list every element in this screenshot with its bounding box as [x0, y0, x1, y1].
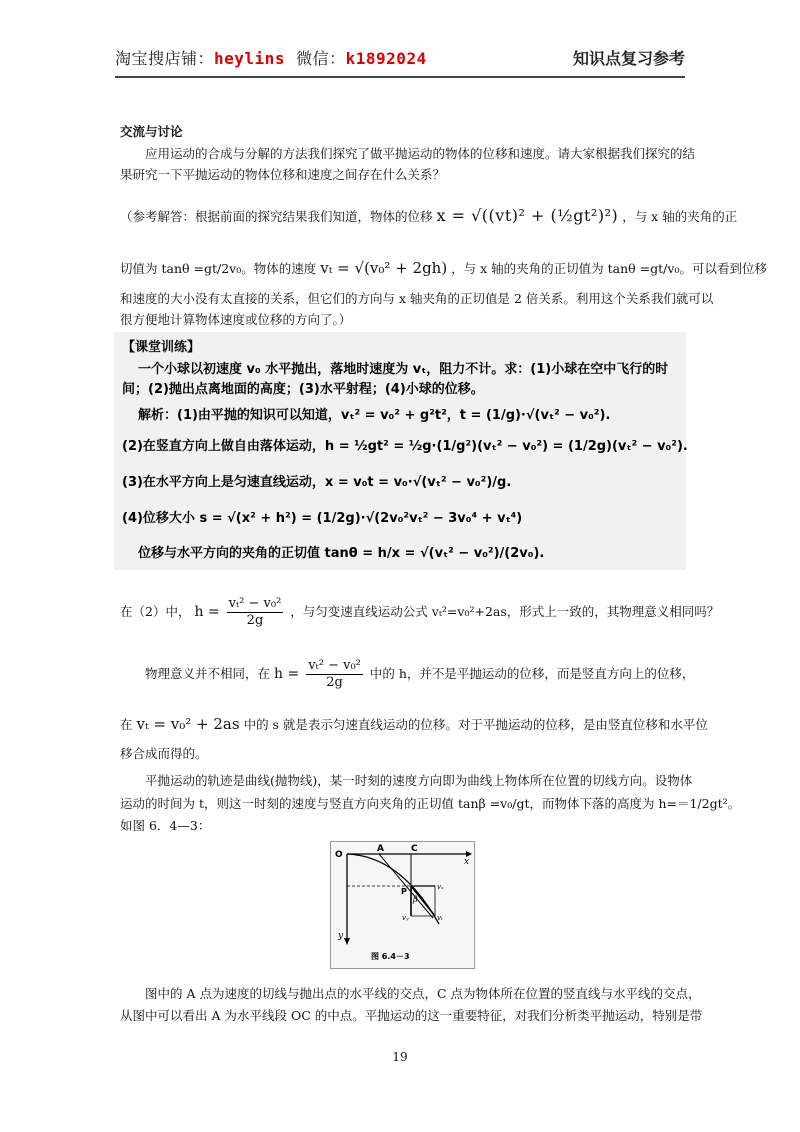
practice-question-2: 间；(2)抛出点离地面的高度；(3)水平射程；(4)小球的位移。 [122, 382, 484, 397]
label-y: y [338, 931, 344, 941]
para2-post: ，与匀变速直线运动公式 vₜ²=v₀²+2as，形式上一致的，其物理意义相同吗？ [290, 604, 720, 619]
para4-post: 中的 s 就是表示匀速直线运动的位移。对于平抛运动的位移，是由竖直位移和水平位 [243, 717, 708, 732]
label-vt: vₜ [437, 914, 443, 922]
reference-line-2 [120, 258, 767, 279]
trajectory-curve [347, 854, 439, 924]
label-vx: vₓ [437, 883, 444, 891]
h-denominator: 2g [246, 613, 264, 628]
label-vy: vᵧ [402, 914, 409, 922]
wechat-id: k1892024 [345, 49, 427, 68]
practice-question-1: 一个小球以初速度 v₀ 水平抛出，落地时速度为 vₜ，阻力不计。求：(1)小球在空中飞行的时 [138, 362, 669, 377]
reference-text-post: ，与 x 轴的夹角的正 [622, 209, 738, 224]
practice-answer-1: 解析：(1)由平抛的知识可以知道，vₜ² = v₀² + g²t²，t = (1/g)·√(vₜ² − v₀²). [138, 408, 611, 423]
paragraph-3 [145, 652, 694, 696]
page-number: 19 [392, 1050, 408, 1064]
practice-answer-3: (3)在水平方向上是匀速直线运动，x = v₀t = v₀·√(vₜ² − v₀²)/g. [122, 475, 512, 490]
paragraph-5-line-3: 如图 6．4—3： [120, 818, 211, 833]
wechat-label: 微信： [284, 49, 346, 68]
para2-pre: 在（2）中， [120, 604, 191, 619]
displacement-formula: x = √((vt)² + (½gt²)²) [436, 206, 619, 225]
paragraph-5-line-2: 运动的时间为 t，则这一时刻的速度与竖直方向夹角的正切值 tanβ =v₀/gt，而物体下落的高度为 h=＝1/2gt²。 [120, 796, 741, 811]
paragraph-4-line-2: 移合成而得的。 [120, 746, 208, 761]
shop-label: 淘宝搜店铺： [115, 49, 215, 68]
h-fraction [227, 596, 284, 629]
reference-line-3: 和速度的大小没有太直接的关系，但它们的方向与 x 轴夹角的正切值是 2 倍关系。利用这个关系我们就可以 [120, 291, 714, 306]
para3-pre: 物理意义并不相同，在 [145, 666, 271, 681]
paragraph-5-line-1: 平抛运动的轨迹是曲线(抛物线)，某一时刻的速度方向即为曲线上物体所在位置的切线方向。设物体 [145, 773, 693, 788]
header-shop-info [115, 46, 427, 69]
tan-text: 切值为 tanθ =gt/2v₀。物体的速度 [120, 261, 317, 276]
practice-box [114, 332, 686, 570]
label-c: C [411, 844, 418, 854]
velocity-formula: vₜ = √(v₀² + 2gh) [320, 259, 448, 277]
intro-line-2: 果研究一下平抛运动的物体位移和速度之间存在什么关系？ [120, 167, 446, 182]
projectile-diagram [331, 842, 474, 968]
h-numerator: vₜ² − v₀² [228, 596, 282, 611]
reference-text: （参考解答：根据前面的探究结果我们知道，物体的位移 [120, 209, 433, 224]
label-p: P [401, 887, 407, 896]
paragraph-6-line-1: 图中的 A 点为速度的切线与抛出点的水平线的交点，C 点为物体所在位置的竖直线与水平线的交点， [145, 986, 701, 1001]
vt-formula: vₜ = v₀² + 2as [136, 715, 240, 733]
para4-pre: 在 [120, 717, 133, 732]
section-title: 交流与讨论 [120, 124, 183, 139]
practice-answer-2: (2)在竖直方向上做自由落体运动，h = ½gt² = ½g·(1/g²)(vₜ² − v₀²) = (1/2g)(vₜ² − v₀²). [122, 439, 688, 454]
figure-6-4-3 [330, 841, 475, 969]
practice-answer-5: 位移与水平方向的夹角的正切值 tanθ = h/x = √(vₜ² − v₀²)/(2v₀). [138, 546, 545, 561]
h-numerator-2: vₜ² − v₀² [308, 658, 361, 673]
practice-title: 【课堂训练】 [122, 340, 201, 355]
reference-line-4: 很方便地计算物体速度或位移的方向了。） [120, 312, 352, 327]
paragraph-2 [120, 590, 719, 634]
h-lhs: h = [194, 604, 220, 620]
para3-post: 中的 h，并不是平抛运动的位移，而是竖直方向上的位移， [369, 666, 695, 681]
h-lhs-2: h = [274, 666, 300, 682]
shop-name: heylins [214, 49, 285, 68]
label-beta: β [413, 895, 418, 904]
paragraph-6-line-2: 从图中可以看出 A 为水平线段 OC 的中点。平抛运动的这一重要特征，对我们分析类平抛运动，特别是带 [120, 1008, 703, 1023]
h-denominator-2: 2g [326, 675, 343, 690]
intro-line-1: 应用运动的合成与分解的方法我们探究了做平抛运动的物体的位移和速度。请大家根据我们探究的结 [145, 146, 696, 161]
page-header [115, 42, 685, 78]
label-a: A [377, 844, 384, 854]
h-fraction-2 [306, 658, 363, 691]
paragraph-4 [120, 714, 708, 735]
figure-caption: 图 6.4－3 [371, 952, 410, 961]
label-x: x [464, 857, 470, 867]
reference-line-1 [120, 203, 737, 230]
y-axis-arrow-icon [344, 938, 350, 945]
header-title: 知识点复习参考 [572, 49, 685, 68]
label-o: O [335, 850, 343, 860]
practice-answer-4: (4)位移大小 s = √(x² + h²) = (1/2g)·√(2v₀²vₜ² − 3v₀⁴ + vₜ⁴) [122, 511, 523, 526]
tan-text-post: ，与 x 轴的夹角的正切值为 tanθ =gt/v₀。可以看到位移 [451, 261, 767, 276]
